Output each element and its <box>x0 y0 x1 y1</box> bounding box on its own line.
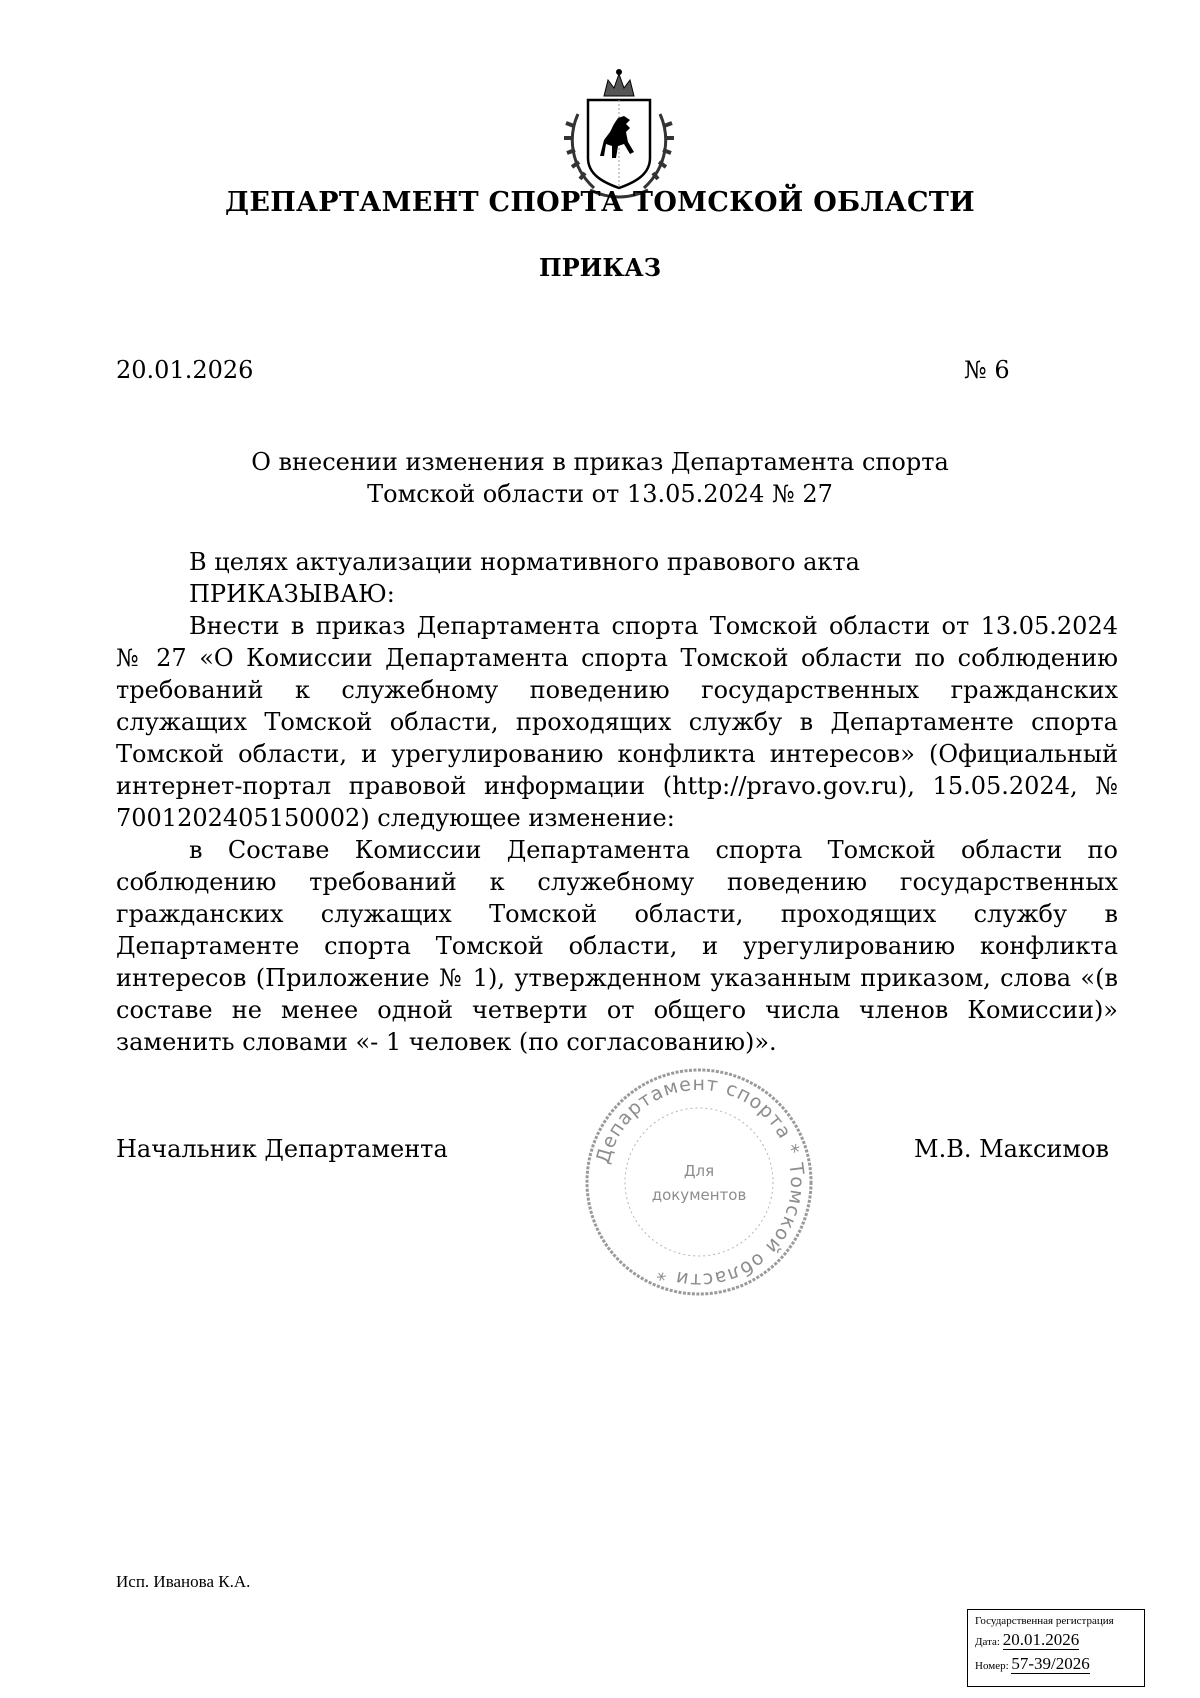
signatory-name: М.В. Максимов <box>914 1135 1110 1163</box>
order-number: № 6 <box>964 356 1010 384</box>
registration-box <box>967 1609 1145 1687</box>
registration-number-value: 57-39/2026 <box>1011 1654 1090 1673</box>
order-date: 20.01.2026 <box>116 356 254 384</box>
order-word: ПРИКАЗЫВАЮ: <box>189 580 395 608</box>
registration-date-value: 20.01.2026 <box>1002 1630 1080 1649</box>
registration-number-label: Номер: <box>975 1660 1009 1672</box>
registration-number-row <box>975 1653 1144 1677</box>
paragraph-2: в Составе Комиссии Департамента спорта Томской области по соблюдению требований к служебному поведению государственных гражданских служащих Томской области, проходящих службу в Департаменте спорта Томской области, и урегулированию конфликта интересов (Приложение № 1), утвержденном указанным приказом, слова «(в составе не менее одной четверти от общего числа членов Комиссии)» заменить словами «- 1 человек (по согласованию)». <box>116 836 1118 1056</box>
paragraph-1: Внести в приказ Департамента спорта Томской области от 13.05.2024 № 27 «О Комиссии Департамента спорта Томской области по соблюдению требований к служебному поведению государственных гражданских служащих Томской области, проходящих службу в Департаменте спорта Томской области, и урегулированию конфликта интересов» (Официальный интернет-портал правовой информации (http://pravo.gov.ru), 15.05.2024, № 7001202405150002) следующее изменение: <box>116 612 1118 832</box>
stamp-center-line-1: Для <box>683 1162 715 1180</box>
executor-note: Исп. Иванова К.А. <box>116 1572 251 1591</box>
subject-line-2: Томской области от 13.05.2024 № 27 <box>367 480 833 508</box>
order-body <box>116 546 1118 1058</box>
stamp-ring-text: Департамент спорта * Томской области * <box>591 1072 809 1292</box>
coat-of-arms-icon <box>560 66 678 206</box>
official-stamp <box>579 1062 819 1302</box>
stamp-center-line-2: документов <box>651 1186 747 1204</box>
registration-date-row <box>975 1629 1144 1653</box>
organization-name: ДЕПАРТАМЕНТ СПОРТА ТОМСКОЙ ОБЛАСТИ <box>225 187 975 218</box>
order-subject <box>160 446 1040 510</box>
registration-heading: Государственная регистрация <box>975 1615 1114 1627</box>
registration-date-label: Дата: <box>975 1636 1000 1648</box>
subject-line-1: О внесении изменения в приказ Департамента спорта <box>251 448 949 476</box>
document-type: ПРИКАЗ <box>538 253 662 282</box>
preamble: В целях актуализации нормативного правового акта <box>189 548 860 576</box>
signatory-title: Начальник Департамента <box>116 1135 448 1163</box>
